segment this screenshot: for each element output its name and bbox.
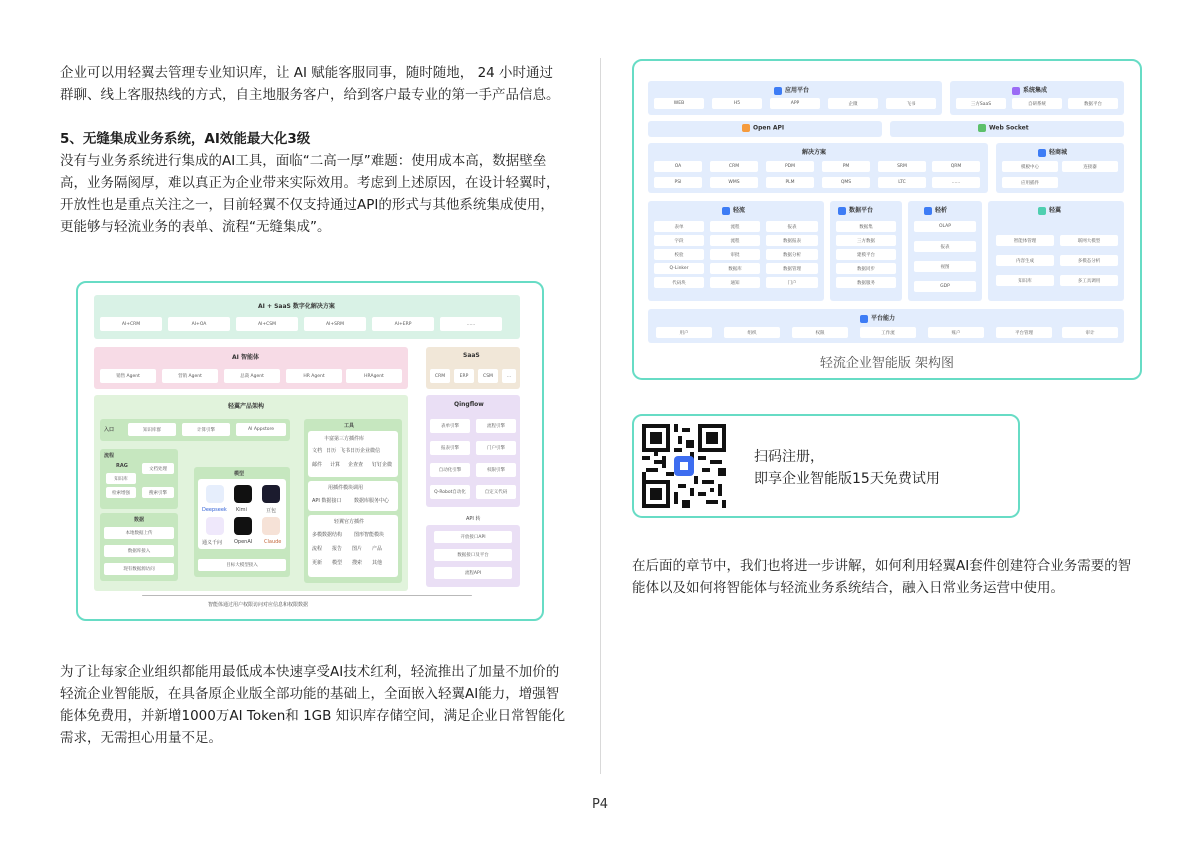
eco-chip: 连接器 xyxy=(1062,161,1118,172)
official-chip: 模型 xyxy=(332,560,343,566)
qingxi-icon xyxy=(924,207,932,215)
solutions-title: 解决方案 xyxy=(802,149,827,156)
solution-chip: CRM xyxy=(710,161,758,172)
rag-chip: 搜索引擎 xyxy=(142,487,174,498)
app-platform-icon xyxy=(774,87,782,95)
qingliu-title: 轻流 xyxy=(722,205,745,215)
official-chip: 图片 xyxy=(352,546,363,552)
api-chip: 数据接口及平台 xyxy=(434,549,512,561)
chapter-paragraph: 在后面的章节中，我们也将进一步讲解，如何利用轻翼AI套件创建符合业务需要的智能体以及如何将智能体与轻流业务系统结合，融入日常业务运营中使用。 xyxy=(632,558,1132,596)
plugin-chip: 数据库服务中心 xyxy=(354,498,390,504)
sys-chip: 数据平台 xyxy=(1068,98,1118,109)
qingxi-title: 轻析 xyxy=(924,205,947,215)
doubao-icon xyxy=(262,485,280,503)
tools-chip: 日历 xyxy=(326,448,337,454)
api-chip: 流程API xyxy=(434,567,512,579)
qingflow-chip: 门户引擎 xyxy=(476,441,516,455)
tools-label: 工具 xyxy=(344,423,355,429)
ql-chip: 通知 xyxy=(710,277,760,288)
official-chip: 报告 xyxy=(332,546,343,552)
ql-chip: 数据分析 xyxy=(766,249,818,260)
ql-chip: 校验 xyxy=(654,249,704,260)
official-label: 轻翼官方插件 xyxy=(334,519,365,525)
web-socket-label: Web Socket xyxy=(978,124,1029,132)
integration-paragraph: 没有与业务系统进行集成的AI工具，面临“二高一厚”难题：使用成本高，数据壁垒高，业务隔阂厚，难以真正为企业带来实际效用。考虑到上述原因，在设计轻翼时，开放性也是重点关注之一，目前轻翼不仅支持通过API的形式与其他系统集成使用，更能够与轻流业务的表单、流程“无缝集成”。 xyxy=(60,153,560,235)
official-chip: 流程 xyxy=(312,546,323,552)
tools-chip: 企查查 xyxy=(348,462,364,468)
dp-chip: 建模平台 xyxy=(836,249,896,260)
sys-chip: 自研系统 xyxy=(1012,98,1062,109)
solution-chip: PDM xyxy=(766,161,814,172)
qr-code-icon[interactable] xyxy=(642,424,726,508)
api-chip: 开放接口API xyxy=(434,531,512,543)
plugin-chip: API 数据接口 xyxy=(312,498,342,504)
qingflow-chip: 流程引擎 xyxy=(476,419,516,433)
top-chip: AI+CRM xyxy=(100,317,162,331)
tools-chip: 计算 xyxy=(330,462,341,468)
tools-chip: 文档 xyxy=(312,448,323,454)
ecosystem-icon xyxy=(1038,149,1046,157)
qy-chip: 知识库 xyxy=(996,275,1054,286)
app-chip: H5 xyxy=(712,98,762,109)
agent-chip: 销售 Agent xyxy=(100,369,156,383)
dp-chip: 三方数据 xyxy=(836,235,896,246)
ql-chip: 门户 xyxy=(766,277,818,288)
open-api-label: Open API xyxy=(742,124,784,132)
sys-integration-icon xyxy=(1012,87,1020,95)
model-footer: 目标大模型接入 xyxy=(198,559,286,571)
dp-chip: 数据同步 xyxy=(836,263,896,274)
top-chip: ...... xyxy=(440,317,502,331)
data-platform-title: 数据平台 xyxy=(838,205,873,215)
platform-chip: 组织 xyxy=(724,327,780,338)
ql-chip: 审批 xyxy=(710,249,760,260)
entry-chip: 计算引擎 xyxy=(182,423,230,436)
platform-icon xyxy=(860,315,868,323)
tools-chip: 飞书日历企业微信 xyxy=(340,448,381,454)
platform-title: 平台能力 xyxy=(860,313,895,323)
model-claude: Claude xyxy=(264,539,282,545)
data-chip: 现有数据源访问 xyxy=(104,563,174,575)
ql-chip: 代码块 xyxy=(654,277,704,288)
data-chip: 数据库接入 xyxy=(104,545,174,557)
qr-line1: 扫码注册， xyxy=(754,449,824,465)
bottom-connector xyxy=(142,595,472,596)
ql-chip: 报表 xyxy=(766,221,818,232)
solution-chip: ...... xyxy=(932,177,980,188)
app-chip: 企微 xyxy=(828,98,878,109)
claude-icon xyxy=(262,517,280,535)
saas-chip: CRM xyxy=(430,369,450,383)
top-chip: AI+ERP xyxy=(372,317,434,331)
sys-integration-title: 系统集成 xyxy=(1012,85,1047,95)
diagram-title: AI + SaaS 数字化解决方案 xyxy=(258,303,335,310)
official-chip: 更新 xyxy=(312,560,323,566)
ql-chip: 字段 xyxy=(654,235,704,246)
platform-chip: 审计 xyxy=(1062,327,1118,338)
bottom-note: 智能体通过用户权限访问对应信息和权限数据 xyxy=(208,602,309,608)
official-chip: 产品 xyxy=(372,546,383,552)
qx-chip: 视图 xyxy=(914,261,976,272)
qingflow-chip: Q-Robot自动化 xyxy=(430,485,470,499)
qr-signup-box xyxy=(632,414,1020,518)
qingflow-chip: 报表引擎 xyxy=(430,441,470,455)
agent-chip: HR Agent xyxy=(286,369,342,383)
agent-chip: HRAgent xyxy=(346,369,402,383)
platform-chip: 平台管理 xyxy=(996,327,1052,338)
top-chip: AI+OA xyxy=(168,317,230,331)
dp-chip: 数据服务 xyxy=(836,277,896,288)
model-doubao: 豆包 xyxy=(266,508,277,514)
qingyi-block xyxy=(988,201,1124,301)
agent-chip: 总裁 Agent xyxy=(224,369,280,383)
qwen-icon xyxy=(206,517,224,535)
page-number: P4 xyxy=(591,797,609,812)
tools-chip: 邮件 xyxy=(312,462,323,468)
app-chip: WEB xyxy=(654,98,704,109)
solution-chip: WMS xyxy=(710,177,758,188)
model-openai: OpenAI xyxy=(234,539,253,545)
rag-chip: 文档处理 xyxy=(142,463,174,474)
model-deepseek: Deepseek xyxy=(202,507,227,513)
ql-chip: 流程 xyxy=(710,235,760,246)
rag-chip: 知识库 xyxy=(106,473,136,484)
saas-title: SaaS xyxy=(463,352,480,359)
app-platform-title: 应用平台 xyxy=(774,85,809,95)
deepseek-icon xyxy=(206,485,224,503)
flow-label: 流程 xyxy=(104,453,115,459)
kimi-icon xyxy=(234,485,252,503)
sys-chip: 三方SaaS xyxy=(956,98,1006,109)
qr-line2: 即享企业智能版15天免费试用 xyxy=(754,471,940,487)
solution-chip: PSI xyxy=(654,177,702,188)
qingflow-title: Qingflow xyxy=(454,401,484,408)
platform-chip: 用户 xyxy=(656,327,712,338)
model-label: 模型 xyxy=(234,471,245,477)
saas-chip: ERP xyxy=(454,369,474,383)
qingflow-chip: 自动化引擎 xyxy=(430,463,470,477)
qingyi-icon xyxy=(1038,207,1046,215)
plugin-label: 用插件模块调用 xyxy=(328,485,364,491)
solution-chip: QRM xyxy=(932,161,980,172)
official-chip: 其他 xyxy=(372,560,383,566)
qingflow-chip: 自定义代码 xyxy=(476,485,516,499)
rag-label: RAG xyxy=(116,463,128,469)
ql-chip: 数据管理 xyxy=(766,263,818,274)
tools-chip: 钉钉企微 xyxy=(372,462,393,468)
platform-chip: 工作流 xyxy=(860,327,916,338)
ql-chip: 表单 xyxy=(654,221,704,232)
platform-chip: 权限 xyxy=(792,327,848,338)
app-chip: APP xyxy=(770,98,820,109)
solution-chip: LTC xyxy=(878,177,926,188)
official-chip: 图形智能模块 xyxy=(354,532,385,538)
section-heading: 5、无缝集成业务系统，AI效能最大化3级 xyxy=(60,131,311,147)
solution-chip: PM xyxy=(822,161,870,172)
qingliu-icon xyxy=(722,207,730,215)
web-socket-icon xyxy=(978,124,986,132)
openai-icon xyxy=(234,517,252,535)
top-chip: AI+CSM xyxy=(236,317,298,331)
product-title: 轻翼产品架构 xyxy=(228,403,265,410)
model-qwen: 通义千问 xyxy=(202,540,223,546)
intro-paragraph: 企业可以用轻翼去管理专业知识库，让 AI 赋能客服同事，随时随地， 24 小时通过群聊、线上客服热线的方式，自主地服务客户，给到客户最专业的第一手产品信息。 xyxy=(60,65,560,103)
diagram-caption: 轻流企业智能版 架构图 xyxy=(819,356,955,371)
saas-chip: ... xyxy=(502,369,516,383)
column-divider xyxy=(600,58,601,774)
qingyi-title: 轻翼 xyxy=(1038,205,1061,215)
entry-chip: 知识库群 xyxy=(128,423,176,436)
official-chip: 搜索 xyxy=(352,560,363,566)
agent-chip: 营销 Agent xyxy=(162,369,218,383)
architecture-diagram xyxy=(632,59,1142,380)
saas-chip: CSM xyxy=(478,369,498,383)
qy-chip: 多工具调用 xyxy=(1060,275,1118,286)
solution-chip: OA xyxy=(654,161,702,172)
entry-chip: AI Appstore xyxy=(236,423,286,436)
solution-chip: QMS xyxy=(822,177,870,188)
entry-label: 入口 xyxy=(104,427,115,433)
ql-chip: Q-Linker xyxy=(654,263,704,274)
dp-chip: 数据集 xyxy=(836,221,896,232)
qy-chip: 联网大模型 xyxy=(1060,235,1118,246)
qx-chip: 报表 xyxy=(914,241,976,252)
agent-title: AI 智能体 xyxy=(232,354,259,361)
open-api-icon xyxy=(742,124,750,132)
ecosystem-title: 轻商城 xyxy=(1038,147,1067,157)
rag-chip: 检索增强 xyxy=(106,487,136,498)
data-chip: 本地数据上传 xyxy=(104,527,174,539)
ai-saas-diagram xyxy=(76,281,544,621)
official-chip: 多模数据结构 xyxy=(312,532,343,538)
model-kimi: Kimi xyxy=(236,507,247,513)
data-platform-icon xyxy=(838,207,846,215)
data-label: 数据 xyxy=(134,517,145,523)
app-chip: 飞书 xyxy=(886,98,936,109)
tools-sub: 丰富第三方插件库 xyxy=(324,436,365,442)
platform-chip: 账户 xyxy=(928,327,984,338)
api-label: API 转 xyxy=(466,516,481,522)
eco-chip: 模板中心 xyxy=(1002,161,1058,172)
qy-chip: 智能体管理 xyxy=(996,235,1054,246)
solution-chip: PLM xyxy=(766,177,814,188)
qx-chip: OLAP xyxy=(914,221,976,232)
qingflow-chip: 权限引擎 xyxy=(476,463,516,477)
edition-paragraph: 为了让每家企业组织都能用最低成本快速享受AI技术红利，轻流推出了加量不加价的轻流企业智能版，在具备原企业版全部功能的基础上，全面嵌入轻翼AI能力，增强智能体免费用，并新增1000万AI Token和 1GB 知识库存储空间，满足企业日常智能化需求，无需担心用量不足。 xyxy=(60,664,566,746)
qy-chip: 内容生成 xyxy=(996,255,1054,266)
top-chip: AI+SRM xyxy=(304,317,366,331)
qingflow-chip: 表单引擎 xyxy=(430,419,470,433)
ql-chip: 数据报表 xyxy=(766,235,818,246)
ql-chip: 流程 xyxy=(710,221,760,232)
solution-chip: SRM xyxy=(878,161,926,172)
qx-chip: GDP xyxy=(914,281,976,292)
eco-chip: 应用插件 xyxy=(1002,177,1058,188)
ql-chip: 数据库 xyxy=(710,263,760,274)
qy-chip: 多模态分析 xyxy=(1060,255,1118,266)
